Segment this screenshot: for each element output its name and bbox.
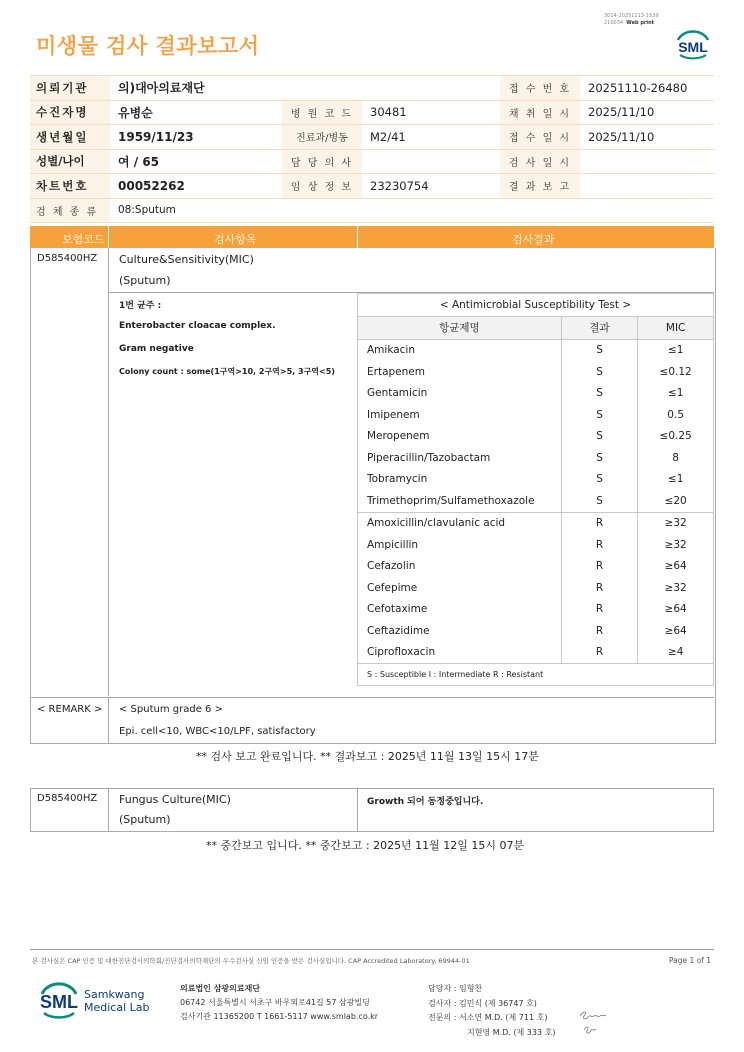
ast-mic: ≥64 (638, 556, 714, 578)
ast-mic: ≤0.12 (638, 361, 714, 383)
sml-logo-top (672, 26, 714, 66)
lab-name-line2: Medical Lab (84, 1001, 150, 1014)
sml-logo-text: SML (678, 39, 708, 55)
info-value (362, 149, 500, 174)
ast-mic: ≥64 (638, 620, 714, 642)
sml-logo-icon (36, 976, 82, 1026)
ast-drug: Piperacillin/Tazobactam (358, 447, 562, 469)
ast-result: S (561, 447, 638, 469)
organism-label: 1번 균주 : (119, 301, 162, 311)
sml-logo-text: SML (40, 992, 78, 1012)
org-info (180, 982, 378, 1024)
print-code-line1: 3014-20251113-1539 (604, 13, 659, 19)
ast-row (358, 490, 714, 512)
results-header (30, 226, 714, 248)
ast-drug: Tobramycin (358, 469, 562, 491)
ast-drug: Trimethoprim/Sulfamethoxazole (358, 490, 562, 512)
remark-grade: < Sputum grade 6 > (119, 704, 223, 715)
ast-drug: Amoxicillin/clavulanic acid (358, 512, 562, 534)
remark-col-divider (108, 697, 109, 743)
col-divider (108, 788, 109, 832)
staff-specialist1: 전문의 : 서소연 M.D. (제 711 호) (428, 1013, 548, 1022)
info-row (30, 100, 714, 125)
ast-drug: Ceftazidime (358, 620, 562, 642)
page-number: Page 1 of 1 (669, 956, 712, 965)
org-name: 의료법인 삼광의료재단 (180, 984, 261, 993)
ast-row (358, 556, 714, 578)
ast-drug: Amikacin (358, 339, 562, 361)
info-label: 임 상 정 보 (282, 174, 362, 199)
info-label: 성별/나이 (30, 149, 110, 174)
remark-label: < REMARK > (37, 704, 103, 715)
ast-result: S (561, 404, 638, 426)
ast-drug: Ciprofloxacin (358, 642, 562, 664)
sml-logo-icon (672, 26, 714, 62)
ast-row (358, 361, 714, 383)
info-row (30, 76, 714, 101)
ast-result: R (561, 577, 638, 599)
ast-row (358, 426, 714, 448)
col-divider (357, 788, 358, 832)
ast-result: S (561, 490, 638, 512)
ast-mic: ≤20 (638, 490, 714, 512)
test1-status: ** 검사 보고 완료입니다. ** 결과보고 : 2025년 11월 13일 15시 17분 (196, 750, 539, 763)
info-value: M2/41 (362, 125, 500, 150)
signature (578, 1008, 612, 1042)
ast-row (358, 469, 714, 491)
ast-col-mic: MIC (638, 317, 714, 340)
staff-specialist2: 지현영 M.D. (제 333 호) (467, 1027, 556, 1037)
ast-row (358, 404, 714, 426)
test1-specimen: (Sputum) (119, 274, 171, 287)
info-label: 생년월일 (30, 125, 110, 150)
info-value (580, 149, 714, 174)
print-code (604, 13, 659, 27)
ast-mic: ≤0.25 (638, 426, 714, 448)
info-value (580, 174, 714, 199)
ast-row (358, 599, 714, 621)
patient-info-table (30, 75, 714, 223)
ast-mic: ≥32 (638, 577, 714, 599)
info-label: 차트번호 (30, 174, 110, 199)
ast-drug: Gentamicin (358, 383, 562, 405)
ast-drug: Meropenem (358, 426, 562, 448)
info-value: 00052262 (110, 174, 282, 199)
info-label: 의뢰기관 (30, 76, 110, 101)
test1-name: Culture&Sensitivity(MIC) (119, 253, 254, 266)
ast-mic: ≤1 (638, 383, 714, 405)
ast-result: R (561, 620, 638, 642)
ast-mic: ≥64 (638, 599, 714, 621)
ast-col-result: 결과 (561, 317, 638, 340)
cert-statement: 본 검사실은 CAP 인증 및 대한진단검사의학회/진단검사의학재단의 우수검사실 신임 인증을 받은 검사실입니다. CAP Accredited Laboratory. 69944-01 (32, 957, 470, 965)
staff-tester: 검사자 : 김민식 (제 36747 호) (428, 998, 537, 1008)
ast-drug: Imipenem (358, 404, 562, 426)
info-label: 결 과 보 고 (500, 174, 580, 199)
ast-mic: ≤1 (638, 469, 714, 491)
header-divider (108, 226, 109, 248)
ast-row (358, 620, 714, 642)
info-label: 병 원 코 드 (282, 100, 362, 125)
ast-result: R (561, 642, 638, 664)
ast-mic: ≥4 (638, 642, 714, 664)
report-title: 미생물 검사 결과보고서 (36, 34, 260, 58)
ast-row (358, 512, 714, 534)
test1-code: D585400HZ (37, 253, 98, 264)
web-print-label: Web print (626, 20, 655, 26)
info-label: 진료과/병동 (282, 125, 362, 150)
info-row (30, 125, 714, 150)
col-divider (108, 248, 109, 696)
info-value: 유병순 (110, 100, 282, 125)
info-value: 1959/11/23 (110, 125, 282, 150)
ast-row (358, 339, 714, 361)
ast-row (358, 642, 714, 664)
info-value: 30481 (362, 100, 500, 125)
info-label: 검 사 일 시 (500, 149, 580, 174)
ast-mic: 0.5 (638, 404, 714, 426)
ast-col-drug: 항균제명 (358, 317, 562, 340)
ast-drug: Cefazolin (358, 556, 562, 578)
ast-mic: ≥32 (638, 512, 714, 534)
ast-drug: Cefotaxime (358, 599, 562, 621)
lab-name-line1: Samkwang (84, 988, 145, 1001)
ast-result: S (561, 469, 638, 491)
ast-row (358, 534, 714, 556)
test2-code: D585400HZ (37, 793, 98, 804)
ast-mic: ≥32 (638, 534, 714, 556)
ast-result: R (561, 534, 638, 556)
colony-count: Colony count : some(1구역>10, 2구역>5, 3구역<5) (119, 367, 335, 376)
lab-name (84, 988, 150, 1014)
ast-result: R (561, 512, 638, 534)
info-value: 의)대아의료재단 (110, 76, 500, 101)
info-value: 20251110-26480 (580, 76, 714, 101)
header-result: 검사결과 (512, 233, 555, 246)
test2-name: Fungus Culture(MIC) (119, 793, 231, 806)
info-label: 담 당 의 사 (282, 149, 362, 174)
org-address: 06742 서울특별시 서초구 바우뫼로41길 57 삼광빌딩 (180, 998, 370, 1007)
test2-specimen: (Sputum) (119, 813, 171, 826)
info-label: 수진자명 (30, 100, 110, 125)
info-row (30, 174, 714, 199)
gram-stain: Gram negative (119, 344, 194, 354)
ast-result: S (561, 426, 638, 448)
organism-name: Enterobacter cloacae complex. (119, 321, 276, 331)
ast-legend: S : Susceptible I : Intermediate R : Resistant (358, 664, 714, 686)
ast-table (357, 293, 714, 686)
test2-status: ** 중간보고 입니다. ** 중간보고 : 2025년 11월 12일 15시 07분 (206, 839, 525, 852)
staff-info (428, 982, 555, 1040)
specimen-label: 검 체 종 류 (30, 198, 110, 223)
ast-row (358, 383, 714, 405)
ast-row (358, 447, 714, 469)
ast-drug: Cefepime (358, 577, 562, 599)
ast-drug: Ampicillin (358, 534, 562, 556)
ast-row (358, 577, 714, 599)
signature-icon (578, 1008, 612, 1038)
staff-manager: 담당자 : 임형찬 (428, 984, 483, 993)
print-code-number: 210034 (604, 20, 624, 26)
ast-drug: Ertapenem (358, 361, 562, 383)
header-code: 보험코드 (62, 233, 105, 246)
info-row (30, 198, 714, 223)
info-label: 접 수 번 호 (500, 76, 580, 101)
specimen-value: 08:Sputum (110, 198, 714, 223)
info-label: 접 수 일 시 (500, 125, 580, 150)
remark-detail: Epi. cell<10, WBC<10/LPF, satisfactory (119, 726, 316, 737)
print-code-line2 (604, 20, 659, 27)
footer-divider (30, 949, 714, 950)
ast-header-row (358, 317, 714, 340)
ast-result: R (561, 556, 638, 578)
ast-result: S (561, 339, 638, 361)
info-value: 23230754 (362, 174, 500, 199)
ast-result: S (561, 361, 638, 383)
ast-mic: 8 (638, 447, 714, 469)
ast-mic: ≤1 (638, 339, 714, 361)
ast-result: R (561, 599, 638, 621)
header-item: 검사항목 (214, 233, 257, 246)
org-contact: 검사기관 11365200 T 1661-5117 www.smlab.co.kr (180, 1012, 379, 1021)
info-value: 여 / 65 (110, 149, 282, 174)
remark-divider (30, 697, 714, 698)
info-value: 2025/11/10 (580, 125, 714, 150)
sml-logo-bottom (36, 976, 82, 1030)
test2-result: Growth 되어 동정중입니다. (367, 797, 484, 807)
info-value: 2025/11/10 (580, 100, 714, 125)
info-label: 채 취 일 시 (500, 100, 580, 125)
header-divider (357, 226, 358, 248)
ast-result: S (561, 383, 638, 405)
info-row (30, 149, 714, 174)
ast-title: < Antimicrobial Susceptibility Test > (358, 294, 714, 317)
